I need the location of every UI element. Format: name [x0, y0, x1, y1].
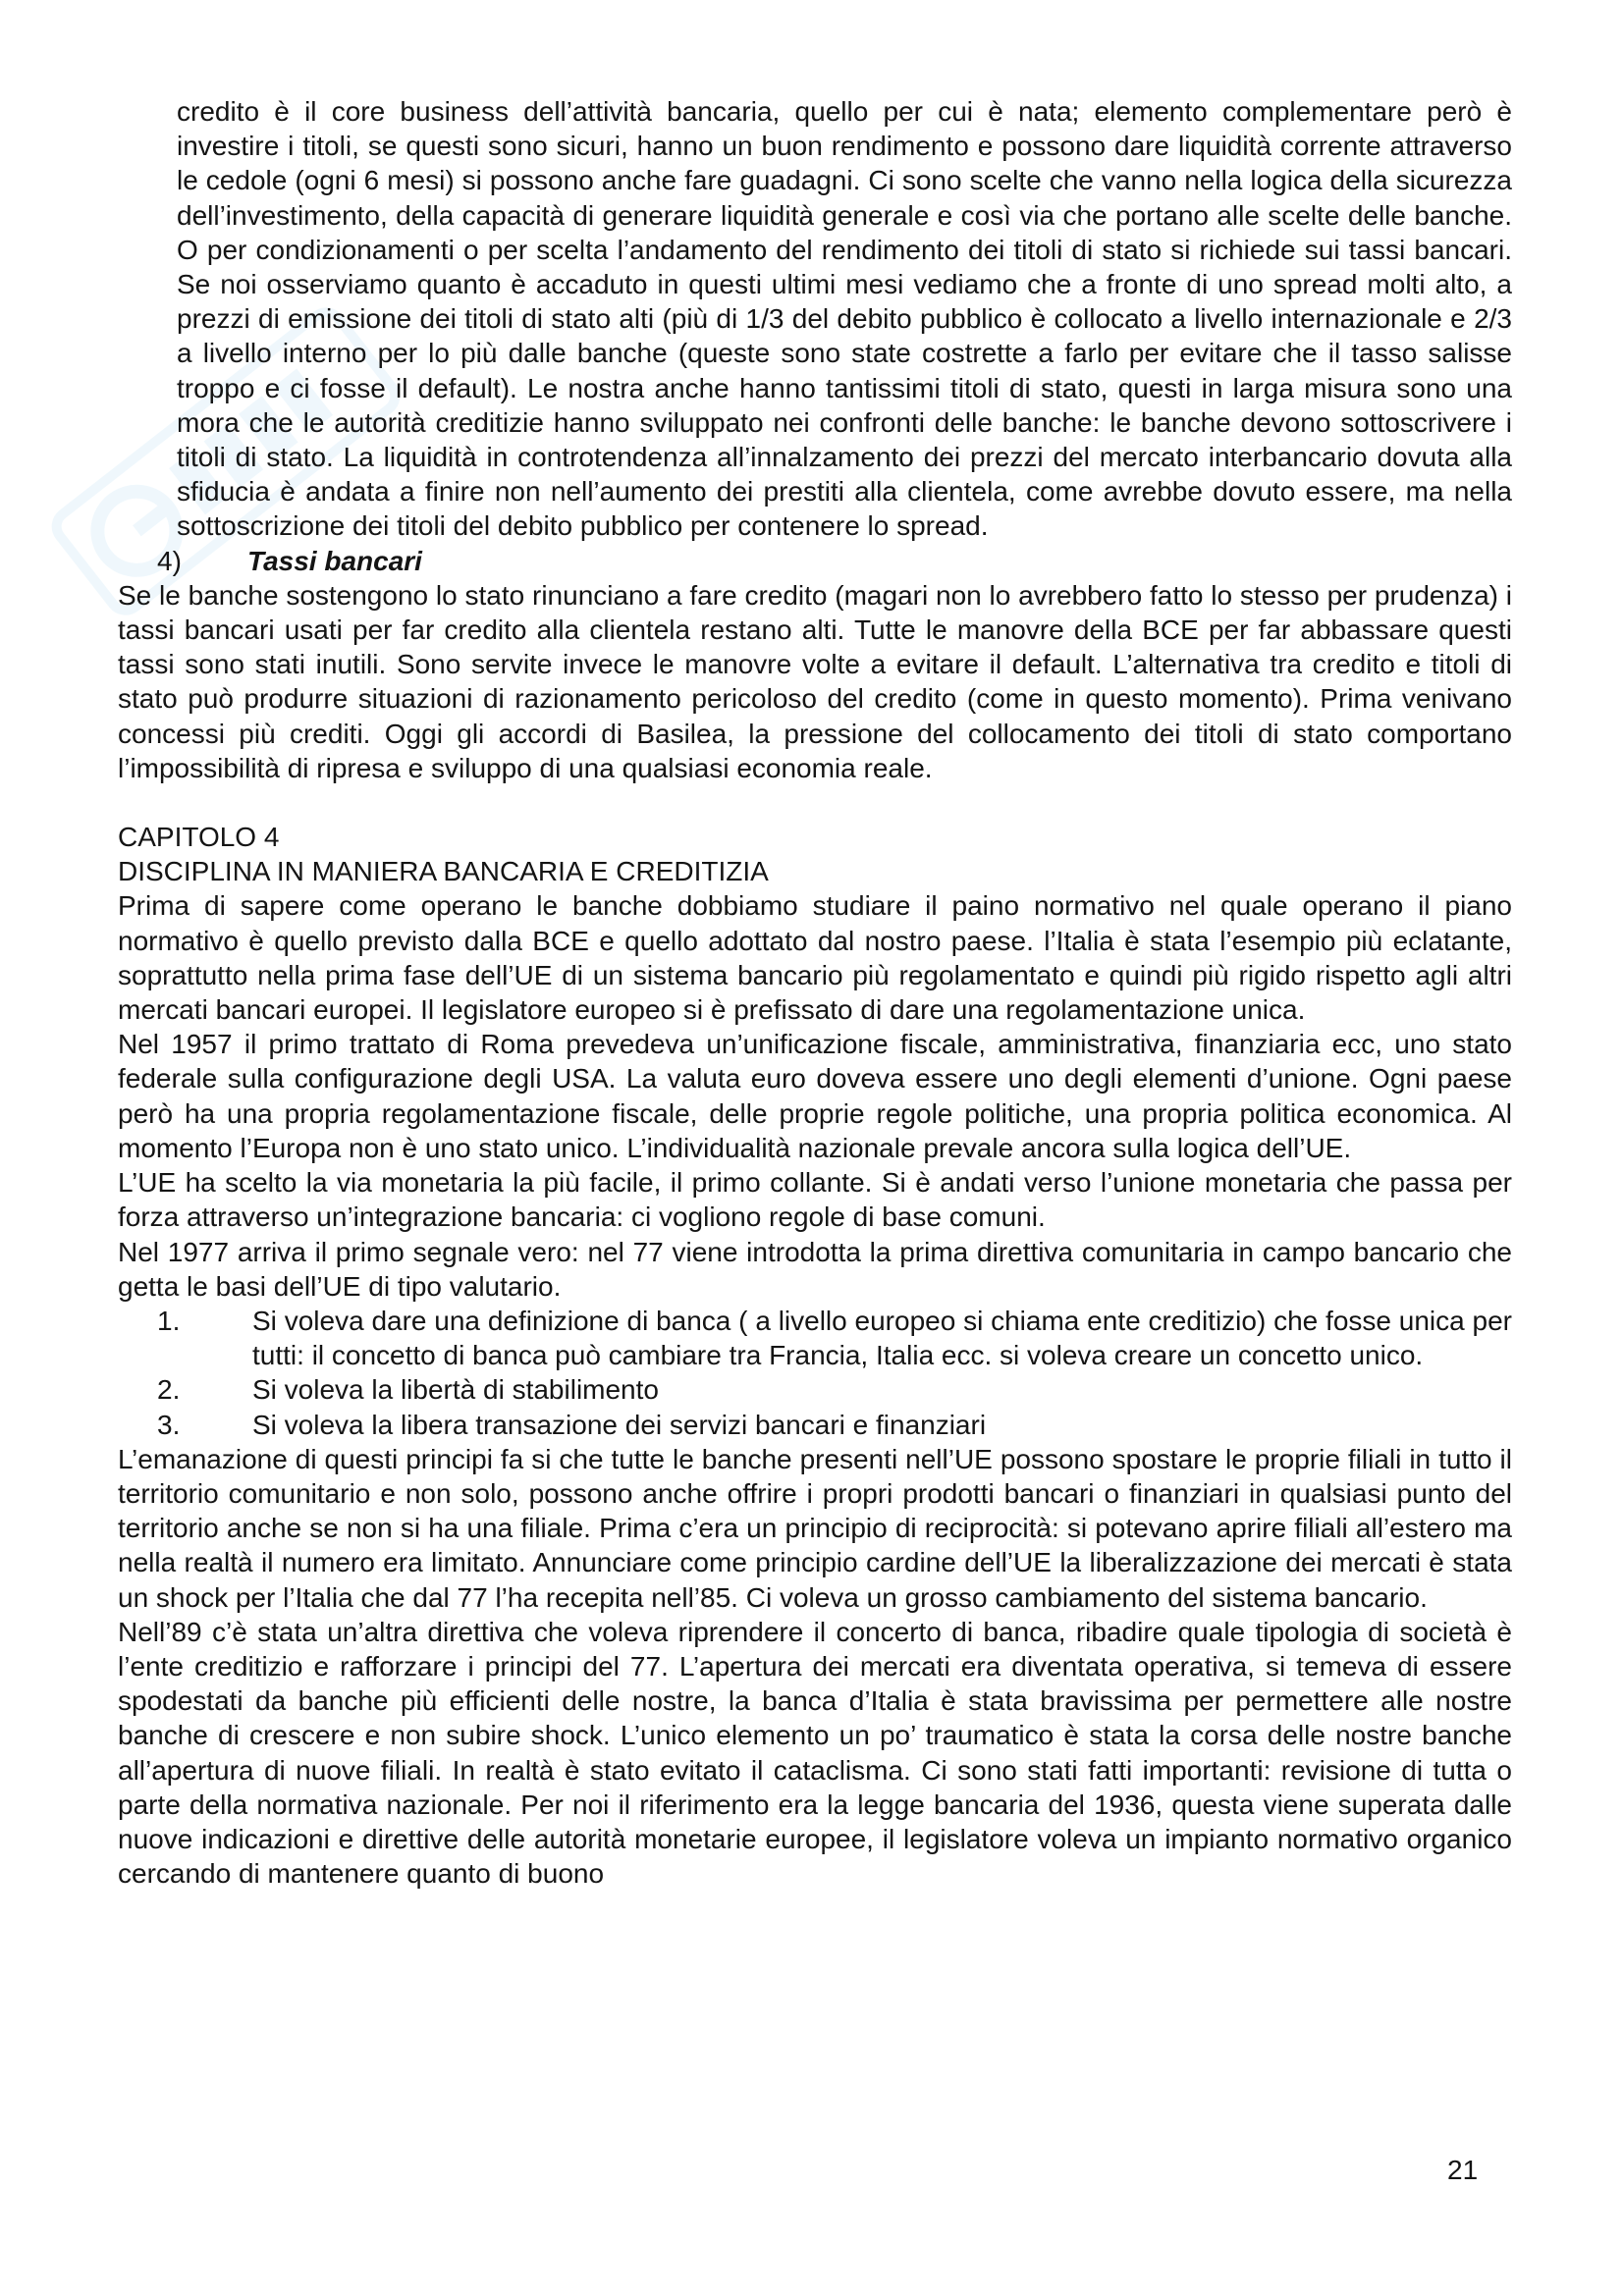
section-heading-tassi-bancari: [118, 544, 1512, 578]
paragraph-5: L’emanazione di questi principi fa si che tutte le banche presenti nell’UE possono spostare le proprie filiali in tutto il territorio comunitario e non solo, possono anche offrire i propri prodotti bancari o finanziari in qualsiasi punto del territorio anche se non si ha una filiale. Prima c’era un principio di reciprocità: si potevano aprire filiali all’estero ma nella realtà il numero era limitato. Annunciare come principio cardine dell’UE la liberalizzazione dei mercati è stata un shock per l’Italia che dal 77 l’ha recepita nell’85. Ci voleva un grosso cambiamento del sistema bancario.: [118, 1443, 1512, 1613]
list-item-number: 2.: [157, 1374, 181, 1406]
section-number: 4): [157, 545, 182, 576]
numbered-list: [118, 1304, 1512, 1442]
list-item: [157, 1372, 1512, 1407]
paragraph-4: Nel 1977 arriva il primo segnale vero: nel 77 viene introdotta la prima direttiva comunitaria in campo bancario che getta le basi dell’UE di tipo valutario.: [118, 1236, 1512, 1302]
list-item-text: Si voleva la libera transazione dei servizi bancari e finanziari: [252, 1409, 987, 1440]
intro-paragraph: credito è il core business dell’attività bancaria, quello per cui è nata; elemento complementare però è investire i titoli, se questi sono sicuri, hanno un buon rendimento e possono dare liquidità corrente attraverso le cedole (ogni 6 mesi) si possono anche fare guadagni. Ci sono scelte che vanno nella logica della sicurezza dell’investimento, della capacità di generare liquidità generale e così via che portano alle scelte delle banche. O per condizionamenti o per scelta l’andamento del rendimento dei titoli di stato si richiede sui tassi bancari. Se noi osserviamo quanto è accaduto in questi ultimi mesi vediamo che a fronte di uno spread molti alto, a prezzi di emissione dei titoli di stato alti (più di 1/3 del debito pubblico è collocato a livello internazionale e 2/3 a livello interno per lo più dalle banche (queste sono state costrette a farlo per evitare che il tasso salisse troppo e ci fosse il default). Le nostra anche hanno tantissimi titoli di stato, questi in larga misura sono una mora che le autorità creditizie hanno sviluppato nei confronti delle banche: le banche devono sottoscrivere i titoli di stato. La liquidità in controtendenza all’innalzamento dei prezzi del mercato interbancario dovuta alla sfiducia è andata a finire non nell’aumento dei prestiti alla clientela, come avrebbe dovuto essere, ma nella sottoscrizione dei titoli del debito pubblico per contenere lo spread.: [177, 96, 1512, 542]
list-item: [157, 1304, 1512, 1372]
list-item: [157, 1408, 1512, 1442]
paragraph-2: Nel 1957 il primo trattato di Roma prevedeva un’unificazione fiscale, amministrativa, finanziaria ecc, uno stato federale sulla configurazione degli USA. La valuta euro doveva essere uno degli elementi d’unione. Ogni paese però ha una propria regolamentazione fiscale, delle proprie regole politiche, una propria politica economica. Al momento l’Europa non è uno stato unico. L’individualità nazionale prevale ancora sulla logica dell’UE.: [118, 1029, 1512, 1163]
blank-line: [118, 785, 1512, 820]
section-title: Tassi bancari: [247, 545, 422, 576]
paragraph-6: Nell’89 c’è stata un’altra direttiva che voleva riprendere il concerto di banca, ribadire quale tipologia di società è l’ente creditizio e rafforzare i principi del 77. L’apertura dei mercati era diventata operativa, si temeva di essere spodestati da banche più efficienti delle nostre, la banca d’Italia è stata bravissima per permettere alle nostre banche di crescere e non subire shock. L’unico elemento un po’ traumatico è stata la corsa delle nostre banche all’apertura di nuove filiali. In realtà è stato evitato il cataclisma. Ci sono stati fatti importanti: revisione di tutta o parte della normativa nazionale. Per noi il riferimento era la legge bancaria del 1936, questa viene superata dalle nuove indicazioni e direttive delle autorità monetarie europee, il legislatore voleva un impianto normativo organico cercando di mantenere quanto di buono: [118, 1616, 1512, 1890]
paragraph-1: Prima di sapere come operano le banche dobbiamo studiare il paino normativo nel quale operano il piano normativo è quello previsto dalla BCE e quello adottato dal nostro paese. l’Italia è stata l’esempio più eclatante, soprattutto nella prima fase dell’UE di un sistema bancario più regolamentato e quindi più rigido rispetto agli altri mercati bancari europei. Il legislatore europeo si è prefissato di dare una regolamentazione unica.: [118, 890, 1512, 1026]
list-item-text: Si voleva la libertà di stabilimento: [252, 1374, 659, 1406]
list-item-text: Si voleva dare una definizione di banca ( a livello europeo si chiama ente creditizio) che fosse unica per tutti: il concetto di banca può cambiare tra Francia, Italia ecc. si voleva creare un concetto unico.: [252, 1305, 1512, 1371]
list-item-number: 3.: [157, 1409, 181, 1440]
paragraph-3: L’UE ha scelto la via monetaria la più facile, il primo collante. Si è andati verso l’unione monetaria che passa per forza attraverso un’integrazione bancaria: ci vogliono regole di base comuni.: [118, 1167, 1512, 1233]
tassi-bancari-paragraph: Se le banche sostengono lo stato rinunciano a fare credito (magari non lo avrebbero fatto lo stesso per prudenza) i tassi bancari usati per far credito alla clientela restano alti. Tutte le manovre della BCE per far abbassare questi tassi sono stati inutili. Sono servite invece le manovre volte a evitare il default. L’alternativa tra credito e titoli di stato può produrre situazioni di razionamento pericoloso del credito (come in questo momento). Prima venivano concessi più crediti. Oggi gli accordi di Basilea, la pressione del collocamento dei titoli di stato comportano l’impossibilità di ripresa e sviluppo di una qualsiasi economia reale.: [118, 579, 1512, 783]
chapter-label: CAPITOLO 4: [118, 822, 280, 853]
page-content: [118, 94, 1512, 1891]
page-number: 21: [1447, 2155, 1479, 2185]
list-item-number: 1.: [157, 1305, 181, 1336]
chapter-title: DISCIPLINA IN MANIERA BANCARIA E CREDITIZIA: [118, 856, 769, 887]
